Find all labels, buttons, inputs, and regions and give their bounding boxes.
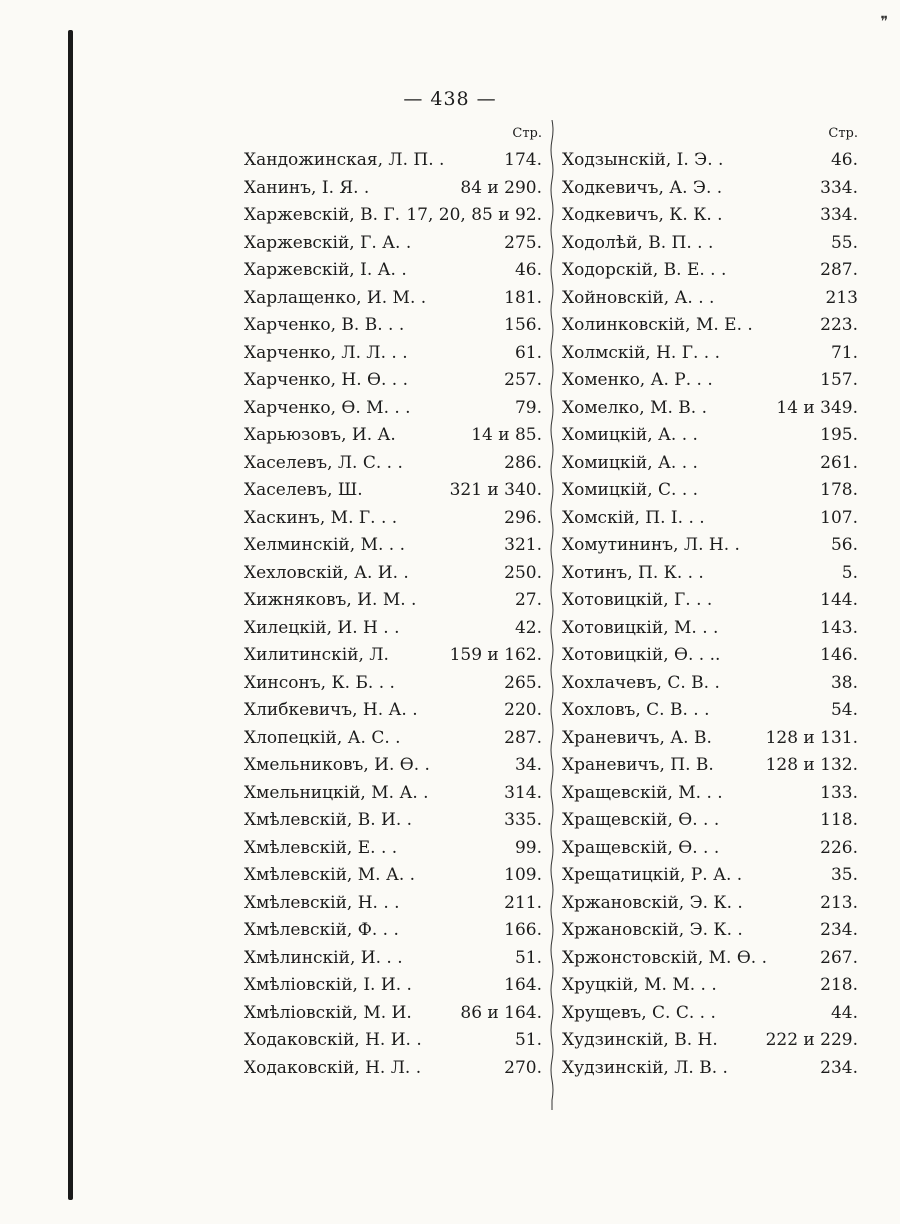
entry-name: Хомицкій, А. . .	[562, 425, 698, 445]
entry-pages: 174.	[504, 150, 542, 170]
entry-name: Хлопецкій, А. С. .	[244, 727, 401, 748]
entry-pages: 44.	[830, 1002, 858, 1023]
column-header-pages: Стр.	[828, 126, 858, 141]
entry-name: Харьюзовъ, И. А.	[244, 425, 396, 445]
entry-name: Хмѣліовскій, М. И.	[244, 1002, 412, 1023]
entry-name: Хращевскій, М. . .	[562, 782, 723, 803]
index-entry	[244, 288, 542, 316]
index-entry	[244, 205, 542, 233]
entry-pages: 107.	[820, 507, 858, 528]
entry-name: Харченко, Н. Ѳ. . .	[244, 370, 409, 390]
entry-name: Хойновскій, А. . .	[562, 287, 715, 308]
index-entry	[562, 618, 858, 646]
entry-name: Харжевскій, Г. А. .	[244, 232, 412, 253]
entry-name: Худзинскій, В. Н.	[562, 1030, 718, 1050]
entry-name: Ходзынскій, I. Э. .	[562, 150, 724, 170]
entry-pages: 314.	[504, 782, 542, 803]
index-entry	[244, 535, 542, 563]
entry-pages: 42.	[514, 617, 542, 638]
entry-pages: 128 и 131.	[765, 727, 858, 748]
entry-pages: 286.	[504, 452, 542, 473]
index-entry	[562, 590, 858, 618]
index-entry	[244, 700, 542, 728]
entry-name: Хаскинъ, М. Г. . .	[244, 507, 398, 528]
entry-name: Хохлачевъ, С. В. .	[562, 672, 720, 693]
entry-pages: 234.	[820, 920, 858, 940]
entry-pages: 109.	[504, 865, 542, 885]
entry-name: Хотовицкій, М. . .	[562, 617, 719, 638]
index-entry	[244, 975, 542, 1003]
entry-name: Хмельницкій, М. А. .	[244, 782, 429, 803]
entry-pages: 144.	[820, 590, 858, 610]
entry-pages: 164.	[504, 975, 542, 995]
column-divider	[549, 120, 555, 1110]
index-entry	[562, 150, 858, 178]
entry-name: Хруцкій, М. М. . .	[562, 975, 717, 995]
entry-pages: 267.	[820, 947, 858, 968]
index-entry	[244, 260, 542, 288]
index-entry	[244, 1058, 542, 1086]
entry-name: Хохловъ, С. В. . .	[562, 700, 710, 720]
entry-name: Ходаковскій, Н. Л. .	[244, 1057, 422, 1078]
left-margin-rule	[68, 30, 73, 1200]
index-entry	[562, 783, 858, 811]
index-entry	[562, 1058, 858, 1086]
index-entry	[562, 370, 858, 398]
index-entry	[244, 673, 542, 701]
index-entry	[244, 233, 542, 261]
entry-name: Худзинскій, Л. В. .	[562, 1057, 728, 1078]
index-entry	[244, 480, 542, 508]
entry-pages: 55.	[830, 232, 858, 253]
index-entry	[562, 480, 858, 508]
entry-pages: 71.	[830, 342, 858, 363]
entry-name: Хижняковъ, И. М. .	[244, 590, 417, 610]
index-entry	[562, 755, 858, 783]
entry-pages: 86 и 164.	[460, 1002, 542, 1023]
entry-pages: 261.	[820, 452, 858, 473]
index-entry	[562, 838, 858, 866]
entry-name: Хомелко, М. В. .	[562, 397, 708, 418]
entry-pages: 146.	[820, 645, 858, 665]
index-entry	[562, 865, 858, 893]
entry-pages: 51.	[514, 947, 542, 968]
entry-pages: 321 и 340.	[449, 480, 542, 500]
entry-name: Ходкевичъ, А. Э. .	[562, 177, 723, 198]
entry-pages: 5.	[841, 562, 858, 583]
index-entry	[562, 1030, 858, 1058]
entry-pages: 38.	[830, 672, 858, 693]
page-number: — 438 —	[403, 88, 497, 110]
index-entry	[244, 1030, 542, 1058]
index-entry	[562, 205, 858, 233]
index-entry	[244, 838, 542, 866]
entry-pages: 178.	[820, 480, 858, 500]
index-entry	[562, 728, 858, 756]
index-entry	[562, 700, 858, 728]
index-entry	[244, 618, 542, 646]
entry-pages: 265.	[504, 672, 542, 693]
entry-pages: 181.	[504, 287, 542, 308]
entry-name: Хмѣлевскій, Е. . .	[244, 837, 398, 858]
entry-pages: 275.	[504, 232, 542, 253]
entry-pages: 257.	[504, 370, 542, 390]
entry-pages: 220.	[504, 700, 542, 720]
entry-pages: 334.	[820, 205, 858, 225]
entry-name: Ходаковскій, Н. И. .	[244, 1030, 422, 1050]
index-entry	[562, 398, 858, 426]
entry-name: Хмѣлевскій, М. А. .	[244, 865, 416, 885]
entry-pages: 321.	[504, 535, 542, 555]
entry-pages: 234.	[820, 1057, 858, 1078]
entry-pages: 335.	[504, 810, 542, 830]
entry-name: Ходкевичъ, К. К. .	[562, 205, 723, 225]
index-entry	[244, 508, 542, 536]
index-entry	[244, 920, 542, 948]
entry-pages: 222 и 229.	[765, 1030, 858, 1050]
entry-name: Хинсонъ, К. Б. . .	[244, 672, 395, 693]
index-entry	[244, 343, 542, 371]
entry-name: Хлибкевичъ, Н. А. .	[244, 700, 418, 720]
entry-name: Холинковскій, М. Е. .	[562, 315, 753, 335]
entry-pages: 14 и 349.	[776, 397, 858, 418]
entry-pages: 287.	[820, 260, 858, 280]
entry-pages: 143.	[820, 617, 858, 638]
entry-name: Хелминскій, М. . .	[244, 535, 405, 555]
entry-pages: 218.	[820, 975, 858, 995]
index-entry	[244, 370, 542, 398]
entry-pages: 334.	[820, 177, 858, 198]
index-entry	[244, 783, 542, 811]
entry-name: Хмѣлевскій, В. И. .	[244, 810, 413, 830]
entry-pages: 46.	[830, 150, 858, 170]
index-entry	[244, 150, 542, 178]
entry-name: Хомскій, П. I. . .	[562, 507, 705, 528]
index-entry	[244, 425, 542, 453]
index-entry	[562, 453, 858, 481]
index-entry	[244, 590, 542, 618]
entry-name: Хилецкій, И. Н . .	[244, 617, 400, 638]
entry-name: Хаселевъ, Л. С. . .	[244, 452, 403, 473]
entry-name: Холмскій, Н. Г. . .	[562, 342, 720, 363]
index-entry	[562, 810, 858, 838]
entry-pages: 211.	[504, 892, 542, 913]
entry-name: Ходолѣй, В. П. . .	[562, 232, 714, 253]
entry-pages: 79.	[514, 397, 542, 418]
index-entry	[244, 948, 542, 976]
index-entry	[562, 260, 858, 288]
entry-name: Хмѣліовскій, I. И. .	[244, 975, 412, 995]
entry-pages: 99.	[514, 837, 542, 858]
entry-name: Харжевскій, I. А. .	[244, 260, 407, 280]
entry-name: Храневичъ, А. В.	[562, 727, 712, 748]
index-entry	[562, 563, 858, 591]
index-entry	[562, 920, 858, 948]
index-entry	[244, 315, 542, 343]
entry-pages: 27.	[514, 590, 542, 610]
entry-name: Хржонстовскій, М. Ѳ. .	[562, 947, 768, 968]
entry-pages: 213.	[820, 892, 858, 913]
entry-pages: 35.	[830, 865, 858, 885]
index-entry	[562, 315, 858, 343]
entry-name: Храневичъ, П. В.	[562, 755, 714, 775]
entry-name: Хмѣлевскій, Н. . .	[244, 892, 400, 913]
index-entry	[244, 810, 542, 838]
entry-pages: 56.	[830, 535, 858, 555]
entry-name: Хращевскій, Ѳ. . .	[562, 810, 720, 830]
entry-name: Хржановскій, Э. К. .	[562, 892, 743, 913]
entry-name: Ханинъ, I. Я. .	[244, 177, 370, 198]
index-entry	[244, 728, 542, 756]
entry-name: Хаселевъ, Ш.	[244, 480, 363, 500]
entry-name: Хотовицкій, Г. . .	[562, 590, 713, 610]
entry-pages: 157.	[820, 370, 858, 390]
entry-pages: 17, 20, 85 и 92.	[406, 205, 542, 225]
index-entry	[562, 1003, 858, 1031]
entry-name: Хржановскій, Э. К. .	[562, 920, 743, 940]
index-entry	[244, 563, 542, 591]
entry-pages: 51.	[514, 1030, 542, 1050]
entry-name: Хомутининъ, Л. Н. .	[562, 535, 740, 555]
index-entry	[562, 948, 858, 976]
entry-name: Хрущевъ, С. С. . .	[562, 1002, 716, 1023]
entry-pages: 14 и 85.	[471, 425, 542, 445]
entry-name: Хотинъ, П. К. . .	[562, 562, 704, 583]
entry-pages: 213	[825, 287, 858, 308]
entry-pages: 226.	[820, 837, 858, 858]
entry-pages: 250.	[504, 562, 542, 583]
index-entry	[562, 343, 858, 371]
index-entry	[562, 178, 858, 206]
entry-name: Хоменко, А. Р. . .	[562, 370, 713, 390]
index-entry	[562, 288, 858, 316]
entry-name: Хотовицкій, Ѳ. . ..	[562, 645, 721, 665]
index-entry	[562, 645, 858, 673]
entry-pages: 118.	[820, 810, 858, 830]
index-entry	[562, 893, 858, 921]
entry-pages: 296.	[504, 507, 542, 528]
entry-pages: 156.	[504, 315, 542, 335]
entry-pages: 223.	[820, 315, 858, 335]
entry-name: Хомицкій, С. . .	[562, 480, 699, 500]
entry-name: Харченко, Л. Л. . .	[244, 342, 408, 363]
entry-name: Хандожинская, Л. П. .	[244, 150, 445, 170]
index-entry	[562, 535, 858, 563]
index-column-right	[562, 122, 858, 1085]
entry-name: Харченко, Ѳ. М. . .	[244, 397, 411, 418]
entry-pages: 133.	[820, 782, 858, 803]
entry-name: Хилитинскій, Л.	[244, 645, 389, 665]
corner-ink-mark: ❞	[880, 14, 888, 30]
index-entry	[244, 865, 542, 893]
entry-name: Хмѣлинскій, И. . .	[244, 947, 403, 968]
entry-pages: 159 и 162.	[449, 645, 542, 665]
entry-name: Хмѣлевскій, Ф. . .	[244, 920, 399, 940]
index-entry	[244, 1003, 542, 1031]
index-entry	[562, 233, 858, 261]
column-header-pages: Стр.	[512, 126, 542, 141]
index-entry	[562, 975, 858, 1003]
index-entry	[244, 398, 542, 426]
entry-name: Хрещатицкій, Р. А. .	[562, 865, 743, 885]
entry-pages: 166.	[504, 920, 542, 940]
entry-name: Харлащенко, И. М. .	[244, 287, 427, 308]
index-entry	[562, 673, 858, 701]
index-entry	[244, 645, 542, 673]
entry-pages: 195.	[820, 425, 858, 445]
index-entry	[244, 178, 542, 206]
entry-pages: 270.	[504, 1057, 542, 1078]
index-entry	[244, 755, 542, 783]
index-entry	[562, 425, 858, 453]
entry-name: Хомицкій, А. . .	[562, 452, 698, 473]
entry-name: Хмельниковъ, И. Ѳ. .	[244, 755, 430, 775]
entry-pages: 54.	[830, 700, 858, 720]
index-entry	[244, 453, 542, 481]
entry-name: Харжевскій, В. Г.	[244, 205, 401, 225]
entry-name: Хехловскій, А. И. .	[244, 562, 409, 583]
entry-name: Харченко, В. В. . .	[244, 315, 405, 335]
entry-name: Ходорскій, В. Е. . .	[562, 260, 727, 280]
index-entry	[244, 893, 542, 921]
index-column-left	[244, 122, 542, 1085]
index-entry	[562, 508, 858, 536]
entry-pages: 34.	[514, 755, 542, 775]
entry-pages: 287.	[504, 727, 542, 748]
entry-pages: 46.	[514, 260, 542, 280]
entry-pages: 128 и 132.	[765, 755, 858, 775]
entry-name: Хращевскій, Ѳ. . .	[562, 837, 720, 858]
entry-pages: 61.	[514, 342, 542, 363]
entry-pages: 84 и 290.	[460, 177, 542, 198]
